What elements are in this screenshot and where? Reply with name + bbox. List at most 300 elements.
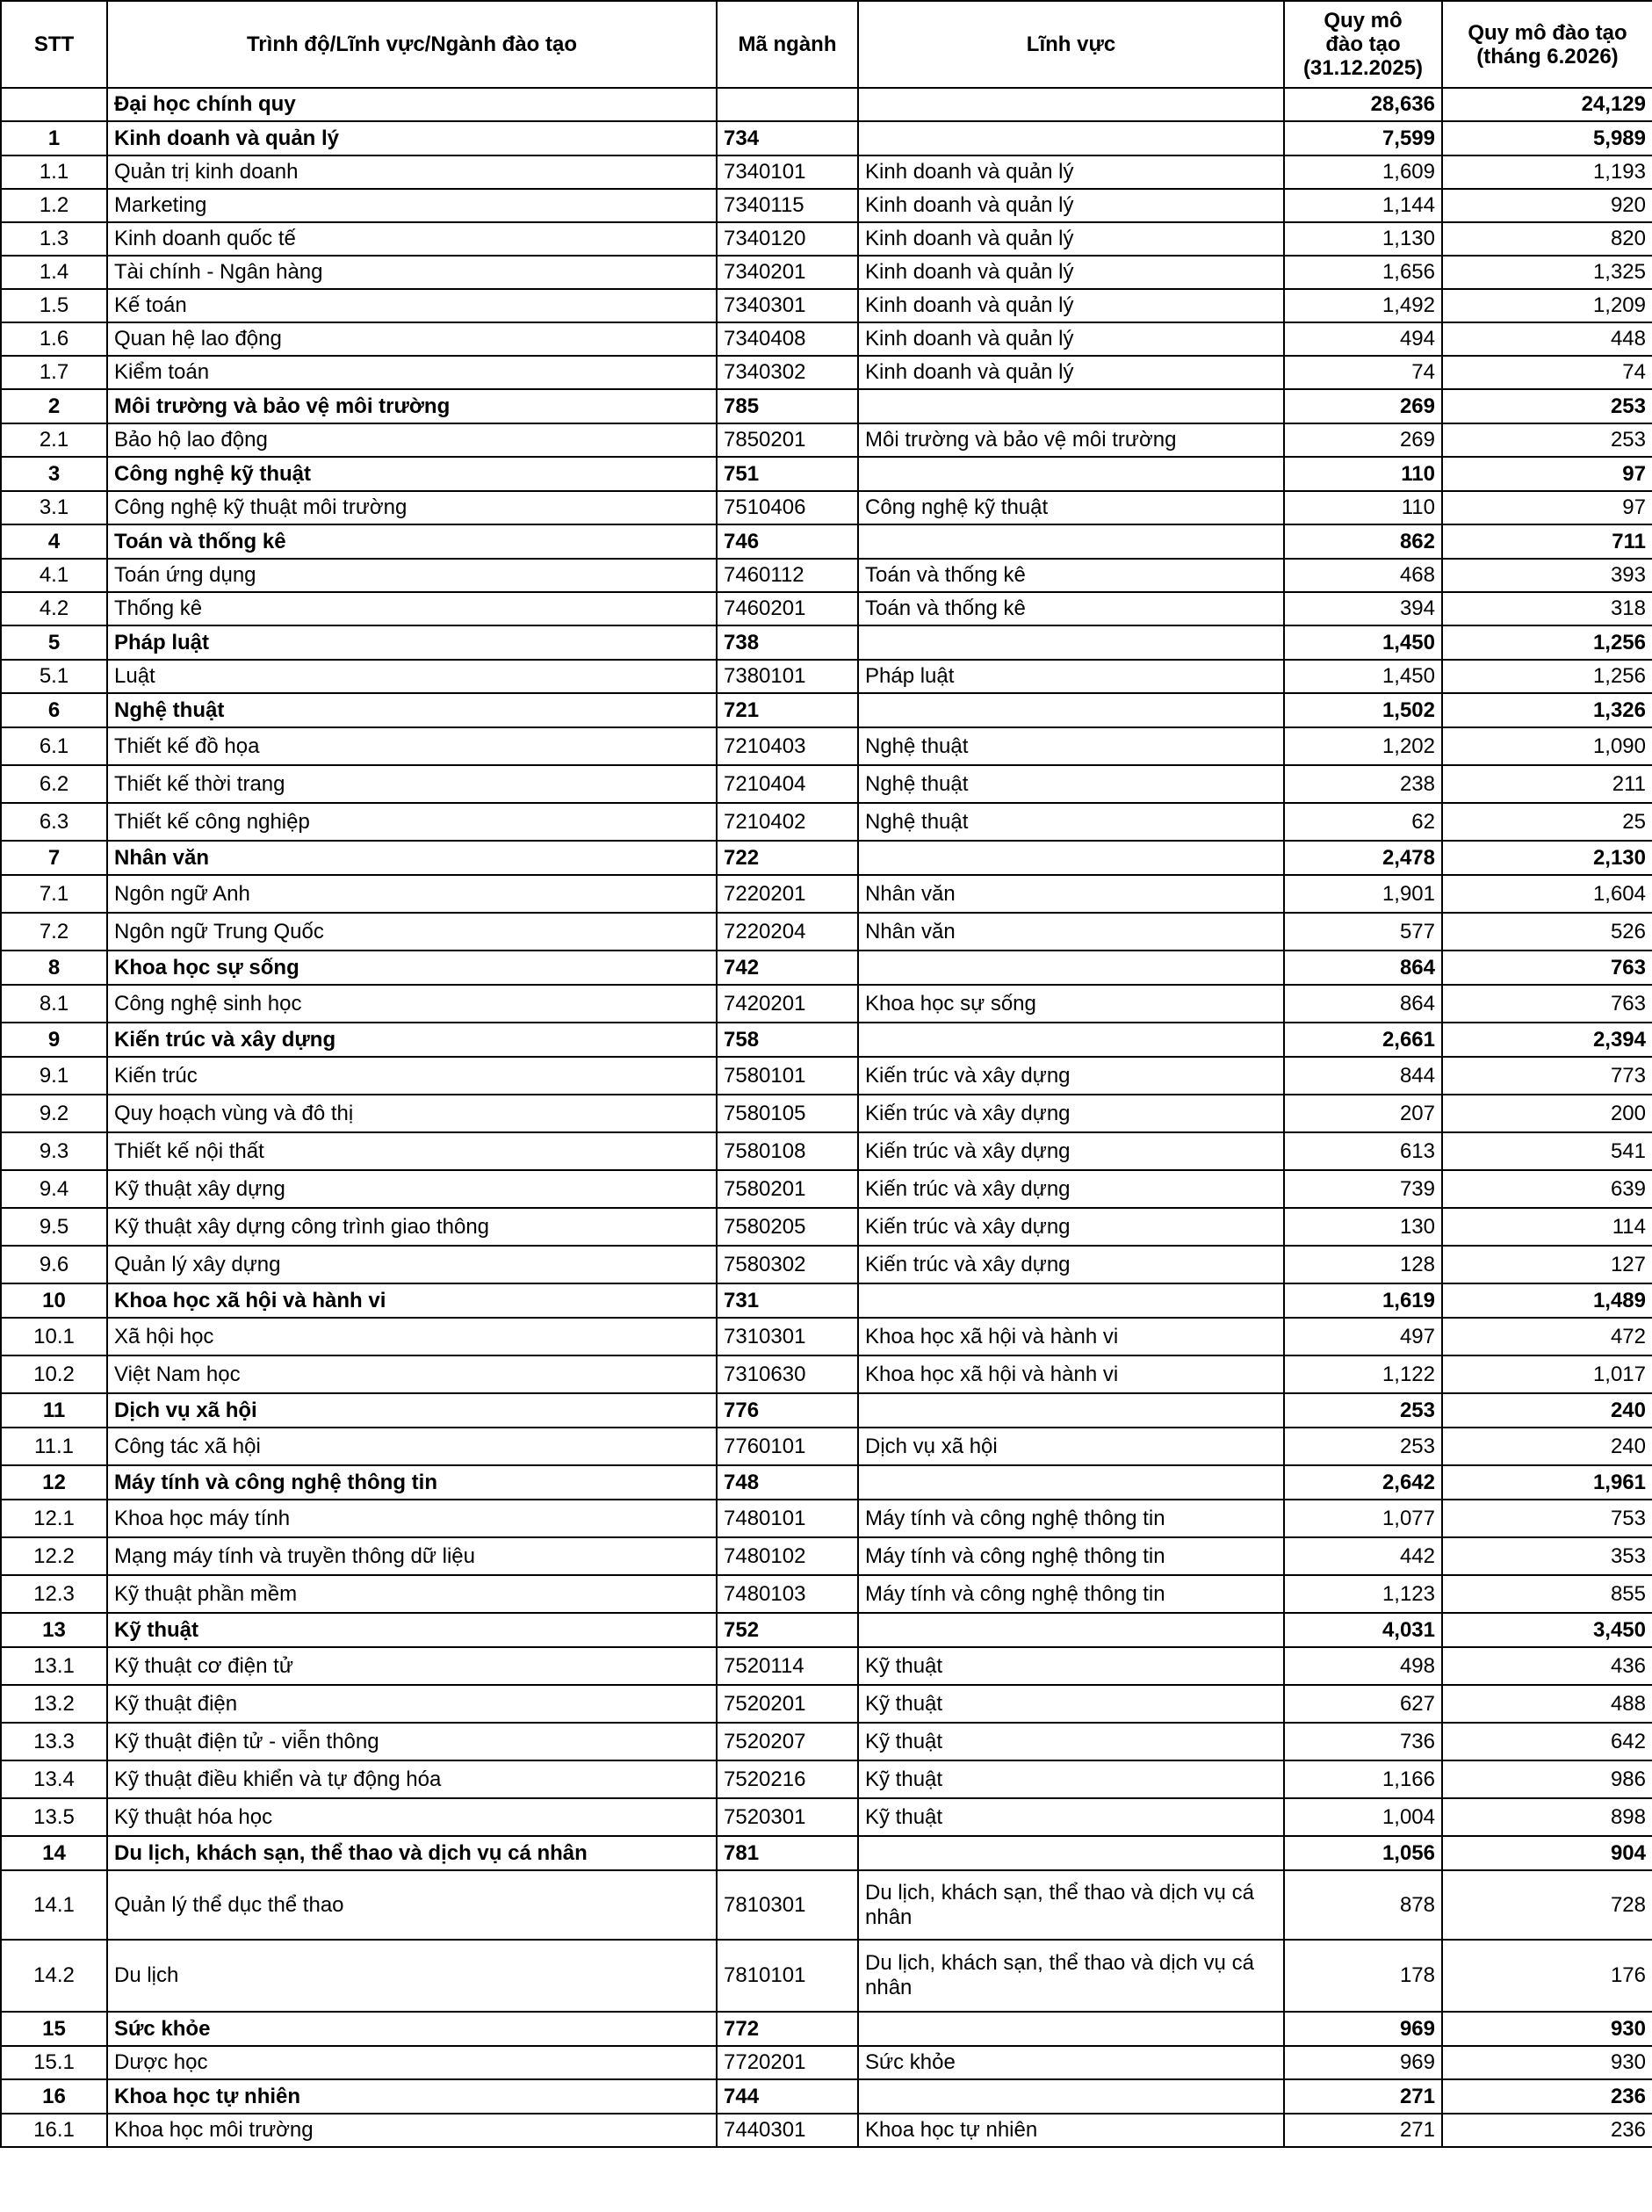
cell-scale-2026: 211 — [1442, 765, 1652, 803]
cell-program: Marketing — [107, 189, 717, 222]
table-row — [1, 2046, 1652, 2079]
cell-scale-2026: 904 — [1442, 1836, 1652, 1870]
cell-field — [858, 693, 1284, 727]
cell-program: Luật — [107, 660, 717, 693]
cell-field — [858, 389, 1284, 423]
table-row — [1, 875, 1652, 913]
cell-code: 772 — [717, 2012, 858, 2046]
cell-field: Khoa học xã hội và hành vi — [858, 1355, 1284, 1393]
cell-scale-2025: 627 — [1284, 1685, 1442, 1723]
cell-program: Nhân văn — [107, 841, 717, 875]
cell-field: Nhân văn — [858, 875, 1284, 913]
cell-code: 751 — [717, 457, 858, 491]
group-row — [1, 1836, 1652, 1870]
cell-stt: 11 — [1, 1393, 107, 1428]
cell-stt: 9.3 — [1, 1132, 107, 1170]
cell-code: 731 — [717, 1283, 858, 1318]
cell-program: Quản lý thể dục thể thao — [107, 1870, 717, 1940]
cell-code: 7580201 — [717, 1170, 858, 1208]
cell-scale-2025: 498 — [1284, 1647, 1442, 1685]
cell-scale-2026: 240 — [1442, 1393, 1652, 1428]
cell-code: 7210404 — [717, 765, 858, 803]
cell-code: 7220201 — [717, 875, 858, 913]
cell-code: 742 — [717, 951, 858, 985]
cell-field: Dịch vụ xã hội — [858, 1428, 1284, 1465]
cell-scale-2026: 114 — [1442, 1208, 1652, 1246]
cell-stt: 7.1 — [1, 875, 107, 913]
table-row — [1, 660, 1652, 693]
cell-code: 7220204 — [717, 913, 858, 951]
cell-field — [858, 951, 1284, 985]
cell-field: Du lịch, khách sạn, thể thao và dịch vụ cá nhân — [858, 1940, 1284, 2012]
cell-stt: 1.7 — [1, 356, 107, 389]
cell-code: 7340302 — [717, 356, 858, 389]
cell-program: Khoa học tự nhiên — [107, 2079, 717, 2114]
cell-stt: 9.1 — [1, 1057, 107, 1095]
cell-scale-2025: 1,130 — [1284, 222, 1442, 256]
cell-code: 7340201 — [717, 256, 858, 289]
cell-program: Dược học — [107, 2046, 717, 2079]
cell-scale-2025: 1,450 — [1284, 625, 1442, 660]
cell-code: 7520216 — [717, 1760, 858, 1798]
cell-scale-2026: 1,961 — [1442, 1465, 1652, 1500]
table-row — [1, 1246, 1652, 1283]
cell-program: Khoa học môi trường — [107, 2114, 717, 2147]
cell-scale-2025: 864 — [1284, 985, 1442, 1023]
table-row — [1, 423, 1652, 457]
cell-scale-2025: 238 — [1284, 765, 1442, 803]
cell-program: Môi trường và bảo vệ môi trường — [107, 389, 717, 423]
cell-scale-2025: 253 — [1284, 1428, 1442, 1465]
cell-program: Thiết kế thời trang — [107, 765, 717, 803]
cell-scale-2026: 1,604 — [1442, 875, 1652, 913]
cell-code: 7720201 — [717, 2046, 858, 2079]
cell-field: Nghệ thuật — [858, 765, 1284, 803]
cell-scale-2025: 253 — [1284, 1393, 1442, 1428]
cell-scale-2025: 1,122 — [1284, 1355, 1442, 1393]
cell-program: Quản lý xây dựng — [107, 1246, 717, 1283]
cell-scale-2026: 97 — [1442, 457, 1652, 491]
cell-field: Máy tính và công nghệ thông tin — [858, 1500, 1284, 1537]
cell-field: Công nghệ kỹ thuật — [858, 491, 1284, 524]
cell-program: Du lịch, khách sạn, thể thao và dịch vụ cá nhân — [107, 1836, 717, 1870]
cell-scale-2025: 110 — [1284, 491, 1442, 524]
cell-code: 781 — [717, 1836, 858, 1870]
cell-program: Quản trị kinh doanh — [107, 155, 717, 189]
cell-code: 7580108 — [717, 1132, 858, 1170]
cell-field: Kinh doanh và quản lý — [858, 356, 1284, 389]
cell-scale-2025: 878 — [1284, 1870, 1442, 1940]
cell-scale-2025: 739 — [1284, 1170, 1442, 1208]
cell-stt: 12.3 — [1, 1575, 107, 1613]
cell-program: Kiến trúc và xây dựng — [107, 1023, 717, 1057]
table-row — [1, 765, 1652, 803]
table-row — [1, 1760, 1652, 1798]
cell-field: Kinh doanh và quản lý — [858, 222, 1284, 256]
cell-scale-2025: 394 — [1284, 592, 1442, 625]
cell-field: Kỹ thuật — [858, 1647, 1284, 1685]
cell-scale-2026: 488 — [1442, 1685, 1652, 1723]
table-row — [1, 559, 1652, 592]
cell-scale-2025: 1,123 — [1284, 1575, 1442, 1613]
cell-scale-2026: 642 — [1442, 1723, 1652, 1760]
cell-code: 722 — [717, 841, 858, 875]
cell-scale-2025: 130 — [1284, 1208, 1442, 1246]
cell-scale-2026: 1,193 — [1442, 155, 1652, 189]
cell-scale-2026: 1,325 — [1442, 256, 1652, 289]
cell-scale-2025: 1,077 — [1284, 1500, 1442, 1537]
header-scale-2025: Quy mô đào tạo (31.12.2025) — [1284, 1, 1442, 88]
cell-field: Khoa học xã hội và hành vi — [858, 1318, 1284, 1355]
cell-field: Sức khỏe — [858, 2046, 1284, 2079]
cell-scale-2025: 4,031 — [1284, 1613, 1442, 1647]
cell-field — [858, 121, 1284, 155]
cell-scale-2026: 1,326 — [1442, 693, 1652, 727]
group-row — [1, 1023, 1652, 1057]
cell-field: Kinh doanh và quản lý — [858, 289, 1284, 322]
cell-program: Toán ứng dụng — [107, 559, 717, 592]
table-row — [1, 985, 1652, 1023]
cell-field: Nhân văn — [858, 913, 1284, 951]
cell-field: Kiến trúc và xây dựng — [858, 1246, 1284, 1283]
cell-program: Máy tính và công nghệ thông tin — [107, 1465, 717, 1500]
cell-program: Thiết kế nội thất — [107, 1132, 717, 1170]
group-row — [1, 524, 1652, 559]
cell-scale-2025: 844 — [1284, 1057, 1442, 1095]
cell-scale-2025: 1,202 — [1284, 727, 1442, 765]
cell-field: Môi trường và bảo vệ môi trường — [858, 423, 1284, 457]
table-row — [1, 592, 1652, 625]
table-row — [1, 189, 1652, 222]
cell-program: Pháp luật — [107, 625, 717, 660]
cell-code: 7460201 — [717, 592, 858, 625]
cell-program: Kỹ thuật hóa học — [107, 1798, 717, 1836]
cell-code: 7340301 — [717, 289, 858, 322]
cell-field: Toán và thống kê — [858, 559, 1284, 592]
header-stt: STT — [1, 1, 107, 88]
cell-scale-2025: 1,619 — [1284, 1283, 1442, 1318]
cell-scale-2026: 2,130 — [1442, 841, 1652, 875]
cell-scale-2026: 820 — [1442, 222, 1652, 256]
cell-program: Việt Nam học — [107, 1355, 717, 1393]
cell-program: Công nghệ kỹ thuật môi trường — [107, 491, 717, 524]
cell-scale-2025: 110 — [1284, 457, 1442, 491]
cell-code: 7440301 — [717, 2114, 858, 2147]
cell-stt: 12.2 — [1, 1537, 107, 1575]
cell-code: 785 — [717, 389, 858, 423]
cell-scale-2025: 271 — [1284, 2114, 1442, 2147]
cell-scale-2025: 2,642 — [1284, 1465, 1442, 1500]
cell-program: Công nghệ kỹ thuật — [107, 457, 717, 491]
table-row — [1, 913, 1652, 951]
cell-program: Kinh doanh và quản lý — [107, 121, 717, 155]
cell-stt: 13.3 — [1, 1723, 107, 1760]
cell-scale-2025: 1,450 — [1284, 660, 1442, 693]
cell-scale-2026: 253 — [1442, 389, 1652, 423]
cell-program: Công nghệ sinh học — [107, 985, 717, 1023]
cell-code: 7510406 — [717, 491, 858, 524]
cell-stt: 13 — [1, 1613, 107, 1647]
cell-scale-2025: 969 — [1284, 2046, 1442, 2079]
cell-stt: 12.1 — [1, 1500, 107, 1537]
cell-program: Kỹ thuật — [107, 1613, 717, 1647]
cell-stt: 14.2 — [1, 1940, 107, 2012]
cell-scale-2026: 898 — [1442, 1798, 1652, 1836]
cell-stt: 1.5 — [1, 289, 107, 322]
cell-field — [858, 625, 1284, 660]
cell-scale-2025: 128 — [1284, 1246, 1442, 1283]
cell-scale-2026: 2,394 — [1442, 1023, 1652, 1057]
cell-code: 748 — [717, 1465, 858, 1500]
cell-scale-2026: 393 — [1442, 559, 1652, 592]
cell-scale-2025: 269 — [1284, 423, 1442, 457]
cell-field: Khoa học sự sống — [858, 985, 1284, 1023]
group-row — [1, 625, 1652, 660]
cell-stt: 14 — [1, 1836, 107, 1870]
cell-program: Khoa học sự sống — [107, 951, 717, 985]
cell-scale-2026: 3,450 — [1442, 1613, 1652, 1647]
cell-stt: 13.2 — [1, 1685, 107, 1723]
cell-stt: 10 — [1, 1283, 107, 1318]
cell-scale-2025: 1,609 — [1284, 155, 1442, 189]
cell-code: 7480103 — [717, 1575, 858, 1613]
cell-stt: 1.3 — [1, 222, 107, 256]
cell-scale-2025: 577 — [1284, 913, 1442, 951]
group-row — [1, 951, 1652, 985]
cell-field — [858, 841, 1284, 875]
cell-scale-2026: 74 — [1442, 356, 1652, 389]
cell-stt: 12 — [1, 1465, 107, 1500]
cell-scale-2026: 930 — [1442, 2012, 1652, 2046]
cell-scale-2025: 178 — [1284, 1940, 1442, 2012]
cell-field — [858, 1613, 1284, 1647]
cell-code: 738 — [717, 625, 858, 660]
cell-stt: 5.1 — [1, 660, 107, 693]
table-body — [1, 88, 1652, 2147]
cell-code: 7340115 — [717, 189, 858, 222]
cell-field: Kiến trúc và xây dựng — [858, 1057, 1284, 1095]
cell-stt: 4.2 — [1, 592, 107, 625]
cell-code: 7520114 — [717, 1647, 858, 1685]
cell-scale-2025: 1,004 — [1284, 1798, 1442, 1836]
cell-scale-2025: 1,144 — [1284, 189, 1442, 222]
cell-stt: 1.4 — [1, 256, 107, 289]
cell-code: 746 — [717, 524, 858, 559]
cell-scale-2026: 986 — [1442, 1760, 1652, 1798]
cell-scale-2026: 1,209 — [1442, 289, 1652, 322]
cell-stt: 14.1 — [1, 1870, 107, 1940]
cell-stt: 1.6 — [1, 322, 107, 356]
cell-field — [858, 1465, 1284, 1500]
cell-scale-2025: 442 — [1284, 1537, 1442, 1575]
cell-stt: 9 — [1, 1023, 107, 1057]
header-code: Mã ngành — [717, 1, 858, 88]
cell-stt: 9.4 — [1, 1170, 107, 1208]
cell-stt: 7 — [1, 841, 107, 875]
cell-stt: 9.5 — [1, 1208, 107, 1246]
cell-program: Thiết kế đồ họa — [107, 727, 717, 765]
cell-scale-2025: 497 — [1284, 1318, 1442, 1355]
cell-program: Xã hội học — [107, 1318, 717, 1355]
cell-stt — [1, 88, 107, 121]
cell-scale-2026: 24,129 — [1442, 88, 1652, 121]
cell-scale-2025: 468 — [1284, 559, 1442, 592]
cell-stt: 13.4 — [1, 1760, 107, 1798]
cell-scale-2026: 1,256 — [1442, 660, 1652, 693]
cell-field: Nghệ thuật — [858, 803, 1284, 841]
cell-field: Kinh doanh và quản lý — [858, 322, 1284, 356]
cell-field — [858, 1393, 1284, 1428]
table-row — [1, 1057, 1652, 1095]
cell-code: 7310630 — [717, 1355, 858, 1393]
cell-code: 7520301 — [717, 1798, 858, 1836]
table-row — [1, 289, 1652, 322]
cell-code: 734 — [717, 121, 858, 155]
cell-code — [717, 88, 858, 121]
cell-stt: 2.1 — [1, 423, 107, 457]
cell-scale-2026: 253 — [1442, 423, 1652, 457]
cell-scale-2026: 711 — [1442, 524, 1652, 559]
cell-field: Khoa học tự nhiên — [858, 2114, 1284, 2147]
cell-program: Dịch vụ xã hội — [107, 1393, 717, 1428]
cell-stt: 1.1 — [1, 155, 107, 189]
cell-scale-2026: 236 — [1442, 2079, 1652, 2114]
cell-scale-2026: 5,989 — [1442, 121, 1652, 155]
cell-scale-2026: 773 — [1442, 1057, 1652, 1095]
cell-stt: 16 — [1, 2079, 107, 2114]
cell-program: Sức khỏe — [107, 2012, 717, 2046]
table-row — [1, 1870, 1652, 1940]
table-row — [1, 491, 1652, 524]
group-row — [1, 1283, 1652, 1318]
cell-stt: 10.1 — [1, 1318, 107, 1355]
cell-program: Bảo hộ lao động — [107, 423, 717, 457]
cell-stt: 13.1 — [1, 1647, 107, 1685]
cell-field — [858, 1023, 1284, 1057]
cell-code: 752 — [717, 1613, 858, 1647]
cell-stt: 9.2 — [1, 1095, 107, 1132]
group-row — [1, 693, 1652, 727]
cell-stt: 8.1 — [1, 985, 107, 1023]
cell-scale-2025: 1,901 — [1284, 875, 1442, 913]
table-row — [1, 1132, 1652, 1170]
cell-program: Ngôn ngữ Trung Quốc — [107, 913, 717, 951]
group-row — [1, 841, 1652, 875]
cell-scale-2025: 969 — [1284, 2012, 1442, 2046]
cell-stt: 3.1 — [1, 491, 107, 524]
cell-program: Khoa học xã hội và hành vi — [107, 1283, 717, 1318]
table-row — [1, 1575, 1652, 1613]
cell-field: Nghệ thuật — [858, 727, 1284, 765]
cell-code: 7460112 — [717, 559, 858, 592]
cell-field: Kỹ thuật — [858, 1798, 1284, 1836]
cell-stt: 9.6 — [1, 1246, 107, 1283]
cell-stt: 5 — [1, 625, 107, 660]
cell-stt: 3 — [1, 457, 107, 491]
cell-field: Kiến trúc và xây dựng — [858, 1095, 1284, 1132]
cell-code: 7810101 — [717, 1940, 858, 2012]
cell-code: 7810301 — [717, 1870, 858, 1940]
cell-code: 7580101 — [717, 1057, 858, 1095]
cell-scale-2026: 436 — [1442, 1647, 1652, 1685]
cell-code: 7210403 — [717, 727, 858, 765]
cell-scale-2026: 728 — [1442, 1870, 1652, 1940]
cell-scale-2025: 736 — [1284, 1723, 1442, 1760]
cell-code: 721 — [717, 693, 858, 727]
group-row — [1, 1465, 1652, 1500]
cell-program: Kỹ thuật cơ điện tử — [107, 1647, 717, 1685]
cell-field: Du lịch, khách sạn, thể thao và dịch vụ cá nhân — [858, 1870, 1284, 1940]
cell-scale-2025: 74 — [1284, 356, 1442, 389]
cell-program: Nghệ thuật — [107, 693, 717, 727]
group-row — [1, 389, 1652, 423]
cell-field: Kỹ thuật — [858, 1723, 1284, 1760]
cell-scale-2026: 25 — [1442, 803, 1652, 841]
table-row — [1, 356, 1652, 389]
cell-scale-2025: 613 — [1284, 1132, 1442, 1170]
group-row — [1, 1613, 1652, 1647]
cell-program: Du lịch — [107, 1940, 717, 2012]
group-row — [1, 2012, 1652, 2046]
table-row — [1, 1208, 1652, 1246]
table-row — [1, 1318, 1652, 1355]
table-row — [1, 1428, 1652, 1465]
cell-field: Máy tính và công nghệ thông tin — [858, 1537, 1284, 1575]
cell-scale-2025: 207 — [1284, 1095, 1442, 1132]
cell-field: Kỹ thuật — [858, 1685, 1284, 1723]
cell-stt: 11.1 — [1, 1428, 107, 1465]
table-row — [1, 1500, 1652, 1537]
cell-program: Thống kê — [107, 592, 717, 625]
cell-program: Thiết kế công nghiệp — [107, 803, 717, 841]
cell-code: 7380101 — [717, 660, 858, 693]
cell-program: Quan hệ lao động — [107, 322, 717, 356]
cell-program: Kỹ thuật điện — [107, 1685, 717, 1723]
cell-scale-2026: 176 — [1442, 1940, 1652, 2012]
cell-stt: 7.2 — [1, 913, 107, 951]
cell-stt: 6 — [1, 693, 107, 727]
cell-field — [858, 2012, 1284, 2046]
cell-program: Kinh doanh quốc tế — [107, 222, 717, 256]
cell-field — [858, 457, 1284, 491]
table-row — [1, 1685, 1652, 1723]
cell-scale-2026: 763 — [1442, 985, 1652, 1023]
cell-scale-2025: 1,502 — [1284, 693, 1442, 727]
cell-stt: 4 — [1, 524, 107, 559]
cell-scale-2026: 1,489 — [1442, 1283, 1652, 1318]
cell-scale-2026: 240 — [1442, 1428, 1652, 1465]
cell-field — [858, 88, 1284, 121]
cell-code: 7580302 — [717, 1246, 858, 1283]
cell-code: 7580105 — [717, 1095, 858, 1132]
cell-field: Toán và thống kê — [858, 592, 1284, 625]
cell-field: Kiến trúc và xây dựng — [858, 1132, 1284, 1170]
cell-code: 744 — [717, 2079, 858, 2114]
cell-stt: 6.3 — [1, 803, 107, 841]
header-field: Lĩnh vực — [858, 1, 1284, 88]
cell-scale-2025: 862 — [1284, 524, 1442, 559]
header-program: Trình độ/Lĩnh vực/Ngành đào tạo — [107, 1, 717, 88]
cell-field: Kinh doanh và quản lý — [858, 256, 1284, 289]
cell-scale-2026: 236 — [1442, 2114, 1652, 2147]
header-row — [1, 1, 1652, 88]
table-row — [1, 1647, 1652, 1685]
cell-code: 7340408 — [717, 322, 858, 356]
cell-field: Kinh doanh và quản lý — [858, 189, 1284, 222]
cell-scale-2026: 855 — [1442, 1575, 1652, 1613]
group-row — [1, 121, 1652, 155]
cell-scale-2026: 127 — [1442, 1246, 1652, 1283]
